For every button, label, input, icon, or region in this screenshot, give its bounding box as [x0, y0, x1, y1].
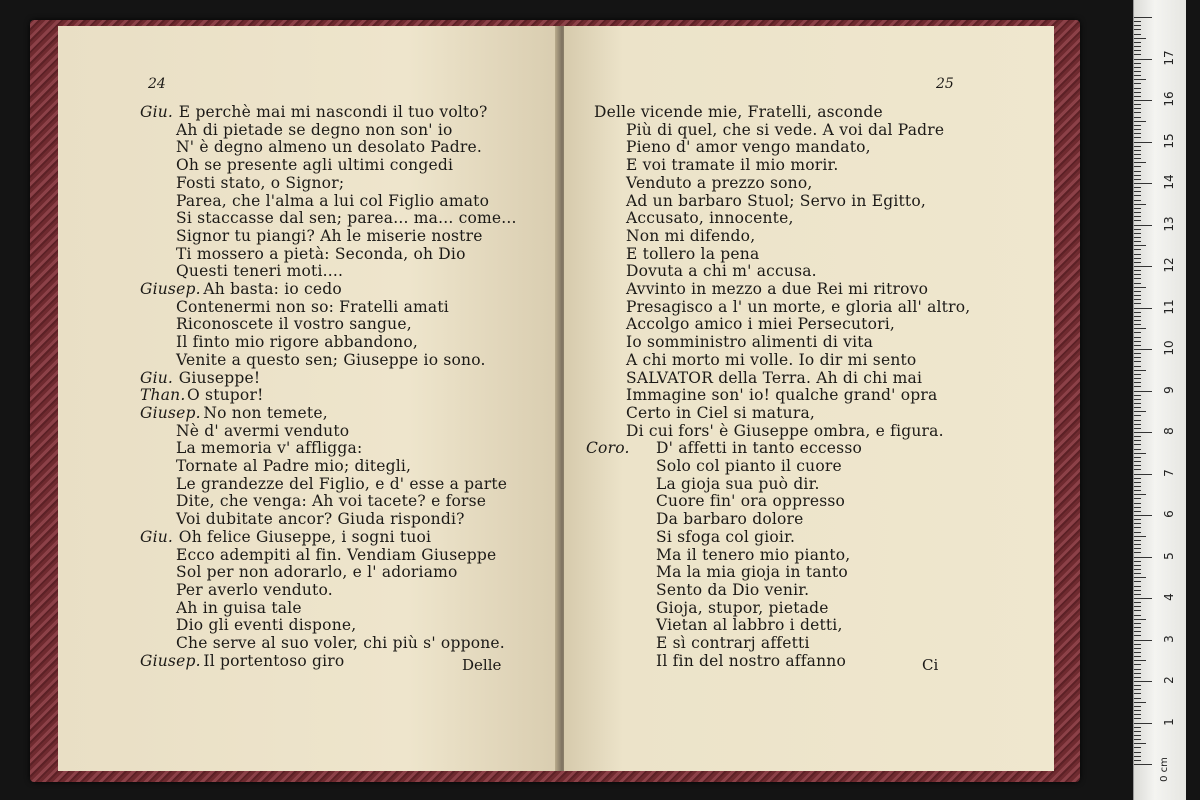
ruler-number: 13 [1162, 215, 1176, 232]
ruler-tick [1134, 540, 1141, 541]
text-line: No non temete, [203, 403, 328, 422]
text-line: Da barbaro dolore [656, 510, 804, 529]
ruler-tick [1134, 590, 1141, 591]
ruler-tick [1134, 67, 1141, 68]
ruler-tick [1134, 685, 1141, 686]
ruler-tick [1134, 208, 1141, 209]
ruler-tick [1134, 453, 1146, 454]
ruler-tick [1134, 436, 1141, 437]
ruler-tick [1134, 108, 1141, 109]
ruler-tick [1134, 523, 1141, 524]
text-line: Cuore fin' ora oppresso [656, 492, 846, 511]
speaker-label: Giu. [140, 103, 174, 121]
ruler-tick [1134, 631, 1141, 632]
ruler-tick [1134, 278, 1141, 279]
text-line: Sol per non adorarlo, e l' adoriamo [176, 563, 458, 582]
ruler-tick [1134, 752, 1141, 753]
ruler-tick [1134, 38, 1146, 39]
page-number: 25 [936, 76, 954, 92]
ruler-tick [1134, 503, 1141, 504]
text-line: Di cui fors' è Giuseppe ombra, e figura. [626, 421, 944, 440]
text-line: E tollero la pena [626, 244, 760, 263]
text-line: Io somministro alimenti di vita [626, 333, 874, 352]
ruler-tick [1134, 407, 1141, 408]
ruler-tick [1134, 677, 1141, 678]
ruler-tick [1134, 478, 1141, 479]
ruler-tick [1134, 490, 1141, 491]
text-line: Certo in Ciel si matura, [626, 403, 816, 422]
speaker-label: Than. [140, 386, 186, 405]
text-line: Ti mossero a pietà: Seconda, oh Dio [176, 244, 466, 263]
text-line: N' è degno almeno un desolato Padre. [176, 138, 482, 157]
ruler-tick [1134, 723, 1152, 724]
ruler-tick [1134, 710, 1141, 711]
text-line: E perchè mai mi nascondi il tuo volto? [178, 103, 488, 121]
ruler-tick [1134, 204, 1146, 205]
ruler-tick [1134, 640, 1152, 641]
ruler-tick [1134, 689, 1141, 690]
ruler-tick [1134, 216, 1141, 217]
ruler-tick [1134, 320, 1141, 321]
ruler-tick [1134, 34, 1141, 35]
ruler-tick [1134, 764, 1152, 765]
text-line: Ah basta: io cedo [203, 280, 342, 298]
ruler-tick [1134, 386, 1141, 387]
text-line: Avvinto in mezzo a due Rei mi ritrovo [626, 280, 929, 298]
ruler-tick [1134, 619, 1146, 620]
ruler-tick [1134, 46, 1141, 47]
text-line: Oh felice Giuseppe, i sogni tuoi [178, 527, 432, 546]
ruler-tick [1134, 440, 1141, 441]
speaker-label: Giu. [140, 368, 174, 387]
ruler-number: 15 [1162, 132, 1176, 149]
ruler-tick [1134, 378, 1141, 379]
ruler-tick [1134, 171, 1141, 172]
ruler-tick [1134, 146, 1141, 147]
ruler-tick [1134, 96, 1141, 97]
ruler-tick [1134, 461, 1141, 462]
page-number: 24 [148, 76, 166, 92]
ruler-tick [1134, 75, 1141, 76]
speaker-label: Giusep. [140, 651, 201, 670]
ruler-tick [1134, 258, 1141, 259]
ruler-tick [1134, 345, 1141, 346]
ruler-tick [1134, 142, 1152, 143]
ruler-tick [1134, 527, 1141, 528]
ruler-tick [1134, 370, 1146, 371]
text-line: SALVATOR della Terra. Ah di chi mai [626, 368, 923, 387]
text-line: Oh se presente agli ultimi congedi [176, 156, 454, 175]
ruler-tick [1134, 660, 1146, 661]
text-line: Accolgo amico i miei Persecutori, [626, 315, 896, 334]
ruler-tick [1134, 274, 1141, 275]
ruler-tick [1134, 469, 1141, 470]
measurement-ruler [1133, 0, 1186, 800]
text-line: Accusato, innocente, [626, 209, 794, 228]
text-line: Che serve al suo voler, chi più s' oppone. [176, 634, 505, 652]
ruler-tick [1134, 59, 1152, 60]
text-line: Fosti stato, o Signor; [176, 173, 345, 192]
text-line: Voi dubitate ancor? Giuda rispondi? [176, 510, 465, 529]
ruler-tick [1134, 428, 1141, 429]
ruler-tick [1134, 29, 1141, 30]
ruler-tick [1134, 374, 1141, 375]
ruler-tick [1134, 241, 1141, 242]
ruler-tick [1134, 615, 1141, 616]
catchword: Delle [462, 656, 502, 674]
ruler-tick [1134, 100, 1152, 101]
ruler-tick [1134, 698, 1141, 699]
ruler-tick [1134, 486, 1141, 487]
ruler-tick [1134, 133, 1141, 134]
text-line: Si staccasse dal sen; parea... ma... come... [176, 209, 517, 228]
ruler-tick [1134, 212, 1141, 213]
ruler-tick [1134, 117, 1141, 118]
ruler-tick [1134, 727, 1141, 728]
text-line: Non mi difendo, [626, 226, 756, 245]
ruler-number: 16 [1162, 91, 1176, 107]
text-line: La memoria v' affligga: [176, 439, 363, 458]
ruler-tick [1134, 449, 1141, 450]
ruler-tick [1134, 291, 1141, 292]
ruler-tick [1134, 743, 1146, 744]
ruler-tick [1134, 71, 1141, 72]
ruler-tick [1134, 324, 1141, 325]
ruler-tick [1134, 287, 1146, 288]
text-line: Il portentoso giro [203, 651, 345, 670]
ruler-tick [1134, 121, 1146, 122]
ruler-tick [1134, 627, 1141, 628]
ruler-tick [1134, 42, 1141, 43]
ruler-tick [1134, 457, 1141, 458]
ruler-tick [1134, 25, 1141, 26]
text-line: Il fin del nostro affanno [656, 651, 847, 670]
text-line: La gioja sua può dir. [656, 474, 820, 493]
text-line: Dite, che venga: Ah voi tacete? e forse [176, 492, 487, 511]
text-line: Più di quel, che si vede. A voi dal Padre [626, 120, 945, 139]
ruler-tick [1134, 88, 1141, 89]
ruler-number: 7 [1162, 468, 1176, 477]
ruler-tick [1134, 249, 1141, 250]
text-line: Giuseppe! [178, 368, 261, 387]
ruler-tick [1134, 112, 1141, 113]
ruler-number: 8 [1162, 427, 1176, 435]
ruler-tick [1134, 644, 1141, 645]
ruler-tick [1134, 652, 1141, 653]
ruler-tick [1134, 731, 1141, 732]
ruler-tick [1134, 519, 1141, 520]
ruler-number: 1 [1162, 717, 1176, 726]
speaker-label: Giusep. [140, 403, 201, 422]
ruler-tick [1134, 610, 1141, 611]
text-line: Riconoscete il vostro sangue, [176, 315, 412, 334]
ruler-tick [1134, 262, 1141, 263]
catchword: Ci [922, 656, 939, 674]
ruler-number: 9 [1162, 385, 1176, 394]
ruler-tick [1134, 175, 1141, 176]
text-line: Ecco adempiti al fin. Vendiam Giuseppe [176, 545, 497, 564]
ruler-tick [1134, 254, 1141, 255]
text-line: Sento da Dio venir. [656, 580, 810, 599]
right-page [564, 26, 1054, 771]
ruler-tick [1134, 233, 1141, 234]
ruler-tick [1134, 552, 1141, 553]
ruler-number: 6 [1162, 510, 1176, 518]
text-line: Il finto mio rigore abbandono, [176, 333, 419, 352]
ruler-tick [1134, 544, 1141, 545]
ruler-tick [1134, 760, 1141, 761]
ruler-tick [1134, 561, 1141, 562]
ruler-tick [1134, 735, 1141, 736]
ruler-tick [1134, 444, 1141, 445]
text-line: O stupor! [187, 386, 264, 405]
text-line: Gioja, stupor, pietade [656, 598, 829, 617]
ruler-tick [1134, 391, 1152, 392]
ruler-tick [1134, 357, 1141, 358]
ruler-tick [1134, 648, 1141, 649]
ruler-tick [1134, 399, 1141, 400]
ruler-tick [1134, 718, 1141, 719]
ruler-tick [1134, 195, 1141, 196]
ruler-tick [1134, 536, 1146, 537]
ruler-tick [1134, 565, 1141, 566]
ruler-tick [1134, 511, 1141, 512]
text-line: Pieno d' amor vengo mandato, [626, 138, 871, 157]
ruler-tick [1134, 341, 1141, 342]
ruler-tick [1134, 220, 1141, 221]
text-line: E voi tramate il mio morir. [626, 156, 839, 175]
ruler-tick [1134, 137, 1141, 138]
text-line: Ma il tenero mio pianto, [656, 545, 851, 564]
ruler-tick [1134, 656, 1141, 657]
ruler-tick [1134, 507, 1141, 508]
ruler-tick [1134, 83, 1141, 84]
ruler-tick [1134, 299, 1141, 300]
ruler-tick [1134, 166, 1141, 167]
text-line: D' affetti in tanto eccesso [656, 439, 862, 458]
ruler-tick [1134, 673, 1141, 674]
text-line: Questi teneri moti.... [176, 262, 344, 281]
ruler-tick [1134, 303, 1141, 304]
ruler-tick [1134, 225, 1152, 226]
text-line: Contenermi non so: Fratelli amati [176, 297, 449, 316]
ruler-tick [1134, 498, 1141, 499]
text-line: Per averlo venduto. [176, 580, 333, 599]
ruler-tick [1134, 366, 1141, 367]
ruler-tick [1134, 411, 1146, 412]
text-line: Nè d' avermi venduto [176, 421, 350, 440]
ruler-tick [1134, 420, 1141, 421]
text-line: Vietan al labbro i detti, [656, 616, 843, 635]
ruler-tick [1134, 129, 1141, 130]
ruler-tick [1134, 50, 1141, 51]
text-line: E sì contrarj affetti [656, 634, 810, 652]
ruler-tick [1134, 669, 1141, 670]
ruler-tick [1134, 635, 1141, 636]
ruler-tick [1134, 465, 1141, 466]
text-line: Ma la mia gioja in tanto [656, 563, 848, 582]
ruler-tick [1134, 602, 1141, 603]
ruler-tick [1134, 125, 1141, 126]
ruler-tick [1134, 332, 1141, 333]
ruler-tick [1134, 237, 1141, 238]
ruler-tick [1134, 353, 1141, 354]
speaker-label: Coro. [586, 439, 630, 458]
ruler-number: 3 [1162, 634, 1176, 643]
ruler-number: 17 [1162, 49, 1176, 66]
ruler-tick [1134, 747, 1141, 748]
left-page [58, 26, 558, 771]
ruler-tick [1134, 349, 1152, 350]
ruler-tick [1134, 63, 1141, 64]
ruler-tick [1134, 187, 1141, 188]
ruler-tick [1134, 598, 1152, 599]
text-line: Ad un barbaro Stuol; Servo in Egitto, [626, 191, 927, 210]
ruler-tick [1134, 162, 1146, 163]
text-line: Parea, che l'alma a lui col Figlio amato [176, 191, 490, 210]
ruler-tick [1134, 200, 1141, 201]
ruler-tick [1134, 245, 1146, 246]
ruler-tick [1134, 191, 1141, 192]
text-line: Le grandezze del Figlio, e d' esse a parte [176, 474, 508, 493]
ruler-tick [1134, 382, 1141, 383]
text-line: Venite a questo sen; Giuseppe io sono. [176, 350, 486, 369]
ruler-tick [1134, 482, 1141, 483]
ruler-tick [1134, 229, 1141, 230]
ruler-tick [1134, 557, 1152, 558]
ruler-number: 10 [1162, 340, 1176, 356]
ruler-tick [1134, 295, 1141, 296]
text-line: Signor tu piangi? Ah le miserie nostre [176, 226, 483, 245]
text-line: Dovuta a chi m' accusa. [626, 262, 817, 281]
ruler-tick [1134, 548, 1141, 549]
text-line: Si sfoga col gioir. [656, 527, 796, 546]
ruler-tick [1134, 474, 1152, 475]
ruler-tick [1134, 569, 1141, 570]
ruler-tick [1134, 706, 1141, 707]
ruler-tick [1134, 395, 1141, 396]
ruler-tick [1134, 594, 1141, 595]
ruler-tick [1134, 756, 1141, 757]
ruler-tick [1134, 316, 1141, 317]
ruler-tick [1134, 283, 1141, 284]
ruler-tick [1134, 92, 1141, 93]
ruler-tick [1134, 312, 1141, 313]
speaker-label: Giu. [140, 527, 174, 546]
text-line: Tornate al Padre mio; ditegli, [176, 457, 412, 475]
text-line: Immagine son' io! qualche grand' opra [626, 386, 938, 405]
ruler-tick [1134, 424, 1141, 425]
text-line: Ah in guisa tale [176, 598, 302, 617]
text-line: Presagisco a l' un morte, e gloria all' altro, [626, 297, 971, 316]
ruler-tick [1134, 664, 1141, 665]
ruler-tick [1134, 573, 1141, 574]
ruler-tick [1134, 158, 1141, 159]
ruler-tick [1134, 432, 1152, 433]
text-line: Solo col pianto il cuore [656, 457, 842, 475]
ruler-tick [1134, 581, 1141, 582]
ruler-tick [1134, 403, 1141, 404]
ruler-tick [1134, 337, 1141, 338]
ruler-tick [1134, 532, 1141, 533]
ruler-tick [1134, 150, 1141, 151]
ruler-tick [1134, 361, 1141, 362]
ruler-number: 11 [1162, 298, 1176, 315]
ruler-tick [1134, 17, 1152, 18]
speaker-label: Giusep. [140, 280, 201, 298]
text-line: Ah di pietade se degno non son' io [176, 120, 453, 139]
ruler-tick [1134, 154, 1141, 155]
ruler-tick [1134, 623, 1141, 624]
ruler-tick [1134, 183, 1152, 184]
ruler-tick [1134, 179, 1141, 180]
ruler-tick [1134, 494, 1146, 495]
ruler-tick [1134, 714, 1141, 715]
ruler-tick [1134, 308, 1152, 309]
ruler-tick [1134, 586, 1141, 587]
ruler-tick [1134, 104, 1141, 105]
ruler-tick [1134, 739, 1141, 740]
ruler-tick [1134, 606, 1141, 607]
ruler-tick [1134, 681, 1152, 682]
text-line: A chi morto mi volle. Io dir mi sento [626, 350, 917, 369]
ruler-tick [1134, 266, 1152, 267]
ruler-tick [1134, 415, 1141, 416]
text-line: Venduto a prezzo sono, [626, 173, 813, 192]
ruler-tick [1134, 270, 1141, 271]
ruler-number: 14 [1162, 174, 1176, 190]
ruler-tick [1134, 515, 1152, 516]
text-line: Dio gli eventi dispone, [176, 616, 357, 635]
text-line: Delle vicende mie, Fratelli, asconde [594, 103, 883, 121]
ruler-number: 2 [1162, 676, 1176, 684]
ruler-tick [1134, 79, 1146, 80]
ruler-tick [1134, 54, 1141, 55]
ruler-tick [1134, 328, 1146, 329]
ruler-unit-label: 0 cm [1158, 757, 1170, 782]
ruler-tick [1134, 21, 1141, 22]
ruler-tick [1134, 577, 1146, 578]
ruler-number: 12 [1162, 257, 1176, 273]
ruler-tick [1134, 693, 1141, 694]
ruler-number: 4 [1162, 593, 1176, 601]
ruler-tick [1134, 702, 1146, 703]
ruler-number: 5 [1162, 551, 1176, 560]
